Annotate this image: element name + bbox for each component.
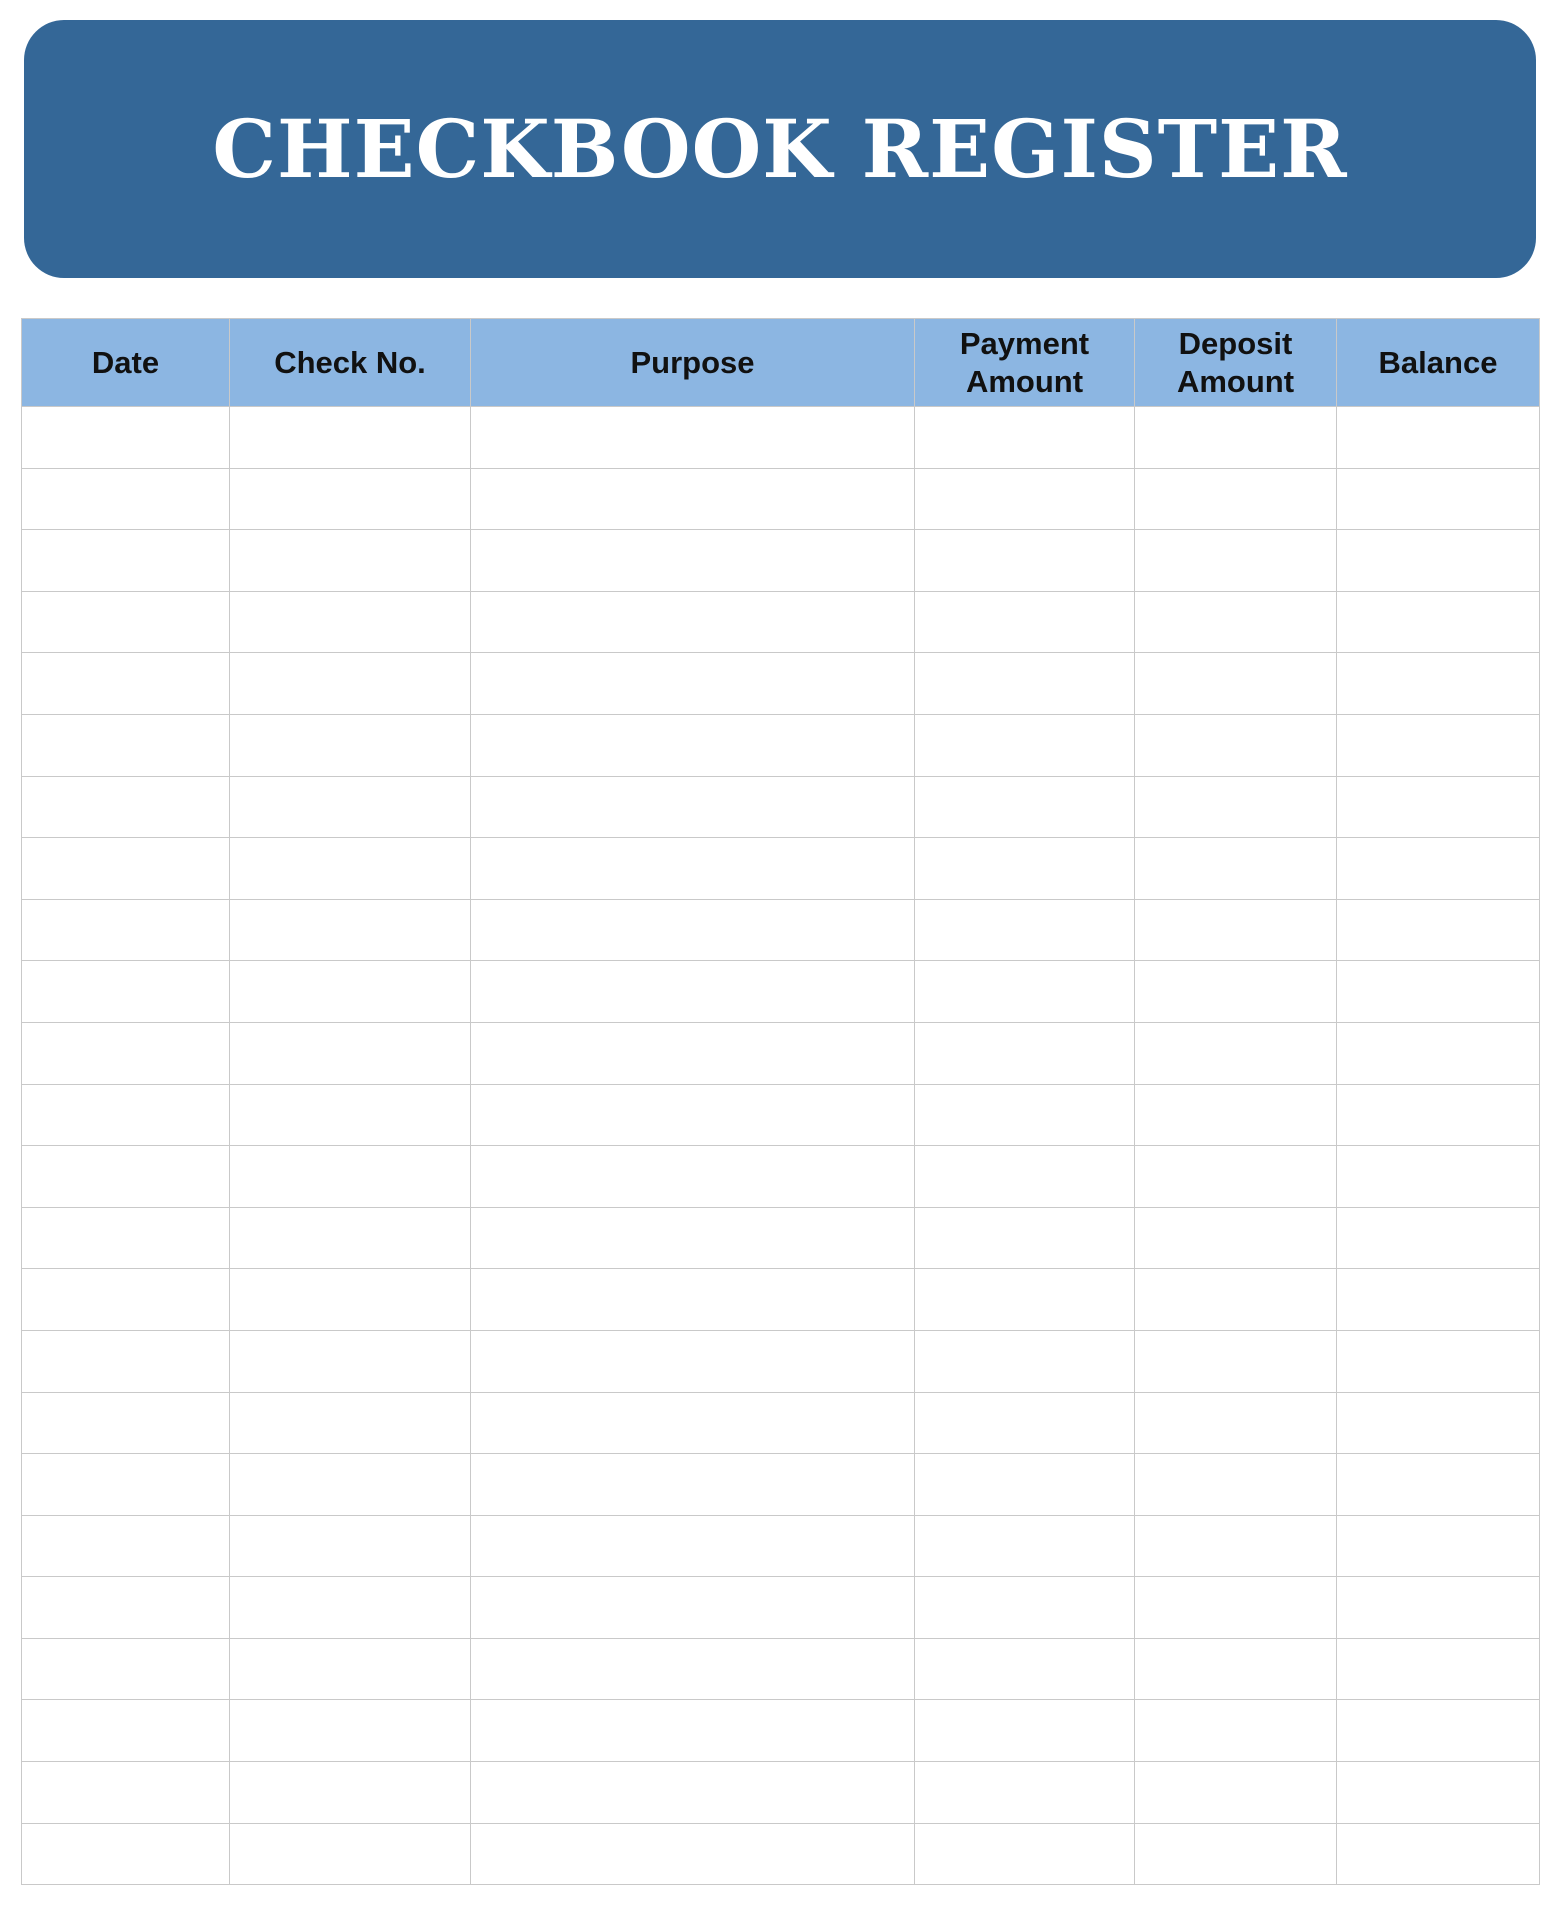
payment-amount-cell[interactable]: [915, 530, 1135, 592]
balance-cell[interactable]: [1337, 1638, 1540, 1700]
payment-amount-cell[interactable]: [915, 1022, 1135, 1084]
check-no-cell[interactable]: [230, 1823, 471, 1885]
date-cell[interactable]: [22, 653, 230, 715]
check-no-cell[interactable]: [230, 1577, 471, 1639]
column-header-payment-amount: [915, 319, 1135, 407]
payment-amount-cell[interactable]: [915, 838, 1135, 900]
deposit-amount-cell[interactable]: [1135, 1577, 1337, 1639]
check-no-cell[interactable]: [230, 1330, 471, 1392]
check-no-cell[interactable]: [230, 1207, 471, 1269]
deposit-amount-cell[interactable]: [1135, 1022, 1337, 1084]
deposit-amount-cell[interactable]: [1135, 1392, 1337, 1454]
table-row: [22, 1392, 1540, 1454]
table-row: [22, 1577, 1540, 1639]
purpose-cell[interactable]: [471, 1392, 915, 1454]
payment-amount-cell[interactable]: [915, 1392, 1135, 1454]
deposit-amount-cell[interactable]: [1135, 838, 1337, 900]
deposit-amount-cell[interactable]: [1135, 714, 1337, 776]
deposit-amount-cell[interactable]: [1135, 1823, 1337, 1885]
check-no-cell[interactable]: [230, 1454, 471, 1516]
purpose-cell[interactable]: [471, 1454, 915, 1516]
table-row: [22, 1823, 1540, 1885]
column-header-label: Check No.: [274, 344, 426, 380]
column-header-label: Deposit: [1178, 326, 1293, 362]
payment-amount-cell[interactable]: [915, 468, 1135, 530]
date-cell[interactable]: [22, 1823, 230, 1885]
payment-amount-cell[interactable]: [915, 961, 1135, 1023]
deposit-amount-cell[interactable]: [1135, 653, 1337, 715]
table-row: [22, 468, 1540, 530]
date-cell[interactable]: [22, 530, 230, 592]
column-header-check-no: [230, 319, 471, 407]
purpose-cell[interactable]: [471, 1823, 915, 1885]
check-no-cell[interactable]: [230, 591, 471, 653]
purpose-cell[interactable]: [471, 653, 915, 715]
date-cell[interactable]: [22, 1638, 230, 1700]
title-banner: [24, 20, 1536, 278]
purpose-cell[interactable]: [471, 1207, 915, 1269]
page-title: CHECKBOOK REGISTER: [212, 102, 1348, 196]
check-no-cell[interactable]: [230, 468, 471, 530]
check-no-cell[interactable]: [230, 407, 471, 469]
payment-amount-cell[interactable]: [915, 1207, 1135, 1269]
check-no-cell[interactable]: [230, 1515, 471, 1577]
deposit-amount-cell[interactable]: [1135, 1269, 1337, 1331]
balance-cell[interactable]: [1337, 1823, 1540, 1885]
table-row: [22, 1454, 1540, 1516]
table-row: [22, 1084, 1540, 1146]
date-cell[interactable]: [22, 1269, 230, 1331]
check-no-cell[interactable]: [230, 653, 471, 715]
check-no-cell[interactable]: [230, 838, 471, 900]
date-cell[interactable]: [22, 468, 230, 530]
purpose-cell[interactable]: [471, 961, 915, 1023]
payment-amount-cell[interactable]: [915, 1146, 1135, 1208]
table-row: [22, 714, 1540, 776]
deposit-amount-cell[interactable]: [1135, 899, 1337, 961]
column-header-label: Date: [91, 344, 160, 380]
payment-amount-cell[interactable]: [915, 1577, 1135, 1639]
balance-cell[interactable]: [1337, 468, 1540, 530]
payment-amount-cell[interactable]: [915, 1084, 1135, 1146]
table-row: [22, 591, 1540, 653]
payment-amount-cell[interactable]: [915, 776, 1135, 838]
deposit-amount-cell[interactable]: [1135, 961, 1337, 1023]
register-table: [21, 318, 1540, 1885]
balance-cell[interactable]: [1337, 1762, 1540, 1824]
table-row: [22, 838, 1540, 900]
payment-amount-cell[interactable]: [915, 1269, 1135, 1331]
column-header-label: Balance: [1378, 344, 1498, 380]
balance-cell[interactable]: [1337, 530, 1540, 592]
check-no-cell[interactable]: [230, 1700, 471, 1762]
column-header-label: Payment: [959, 326, 1090, 362]
date-cell[interactable]: [22, 714, 230, 776]
balance-cell[interactable]: [1337, 1700, 1540, 1762]
date-cell[interactable]: [22, 776, 230, 838]
table-row: [22, 1207, 1540, 1269]
purpose-cell[interactable]: [471, 1022, 915, 1084]
payment-amount-cell[interactable]: [915, 1330, 1135, 1392]
balance-cell[interactable]: [1337, 591, 1540, 653]
balance-cell[interactable]: [1337, 1207, 1540, 1269]
deposit-amount-cell[interactable]: [1135, 1700, 1337, 1762]
check-no-cell[interactable]: [230, 1146, 471, 1208]
date-cell[interactable]: [22, 1762, 230, 1824]
payment-amount-cell[interactable]: [915, 714, 1135, 776]
date-cell[interactable]: [22, 591, 230, 653]
table-row: [22, 1022, 1540, 1084]
date-cell[interactable]: [22, 1084, 230, 1146]
table-row: [22, 1330, 1540, 1392]
payment-amount-cell[interactable]: [915, 1762, 1135, 1824]
header-row: [22, 319, 1540, 407]
date-cell[interactable]: [22, 1330, 230, 1392]
purpose-cell[interactable]: [471, 714, 915, 776]
date-cell[interactable]: [22, 961, 230, 1023]
column-header-label: Amount: [1176, 363, 1295, 399]
check-no-cell[interactable]: [230, 530, 471, 592]
balance-cell[interactable]: [1337, 1330, 1540, 1392]
column-header-date: [22, 319, 230, 407]
deposit-amount-cell[interactable]: [1135, 1515, 1337, 1577]
check-no-cell[interactable]: [230, 1638, 471, 1700]
payment-amount-cell[interactable]: [915, 1454, 1135, 1516]
column-header-label: Amount: [965, 363, 1084, 399]
payment-amount-cell[interactable]: [915, 407, 1135, 469]
purpose-cell[interactable]: [471, 530, 915, 592]
column-header-deposit-amount: [1135, 319, 1337, 407]
deposit-amount-cell[interactable]: [1135, 1762, 1337, 1824]
table-row: [22, 1700, 1540, 1762]
purpose-cell[interactable]: [471, 468, 915, 530]
check-no-cell[interactable]: [230, 1084, 471, 1146]
date-cell[interactable]: [22, 1700, 230, 1762]
payment-amount-cell[interactable]: [915, 653, 1135, 715]
table-row: [22, 407, 1540, 469]
purpose-cell[interactable]: [471, 776, 915, 838]
balance-cell[interactable]: [1337, 1392, 1540, 1454]
purpose-cell[interactable]: [471, 1269, 915, 1331]
check-no-cell[interactable]: [230, 899, 471, 961]
deposit-amount-cell[interactable]: [1135, 1146, 1337, 1208]
payment-amount-cell[interactable]: [915, 1515, 1135, 1577]
column-header-purpose: [471, 319, 915, 407]
date-cell[interactable]: [22, 1515, 230, 1577]
payment-amount-cell[interactable]: [915, 1638, 1135, 1700]
date-cell[interactable]: [22, 1146, 230, 1208]
check-no-cell[interactable]: [230, 714, 471, 776]
deposit-amount-cell[interactable]: [1135, 1084, 1337, 1146]
deposit-amount-cell[interactable]: [1135, 1330, 1337, 1392]
table-row: [22, 1146, 1540, 1208]
check-no-cell[interactable]: [230, 1392, 471, 1454]
date-cell[interactable]: [22, 1207, 230, 1269]
check-no-cell[interactable]: [230, 1269, 471, 1331]
balance-cell[interactable]: [1337, 776, 1540, 838]
purpose-cell[interactable]: [471, 407, 915, 469]
balance-cell[interactable]: [1337, 1577, 1540, 1639]
purpose-cell[interactable]: [471, 1700, 915, 1762]
balance-cell[interactable]: [1337, 1515, 1540, 1577]
purpose-cell[interactable]: [471, 1762, 915, 1824]
deposit-amount-cell[interactable]: [1135, 776, 1337, 838]
payment-amount-cell[interactable]: [915, 591, 1135, 653]
check-no-cell[interactable]: [230, 1022, 471, 1084]
check-no-cell[interactable]: [230, 776, 471, 838]
balance-cell[interactable]: [1337, 1084, 1540, 1146]
purpose-cell[interactable]: [471, 1146, 915, 1208]
deposit-amount-cell[interactable]: [1135, 1454, 1337, 1516]
check-no-cell[interactable]: [230, 1762, 471, 1824]
date-cell[interactable]: [22, 407, 230, 469]
table-row: [22, 1515, 1540, 1577]
date-cell[interactable]: [22, 1577, 230, 1639]
check-no-cell[interactable]: [230, 961, 471, 1023]
date-cell[interactable]: [22, 899, 230, 961]
deposit-amount-cell[interactable]: [1135, 468, 1337, 530]
purpose-cell[interactable]: [471, 1330, 915, 1392]
balance-cell[interactable]: [1337, 1022, 1540, 1084]
balance-cell[interactable]: [1337, 899, 1540, 961]
date-cell[interactable]: [22, 1454, 230, 1516]
balance-cell[interactable]: [1337, 1146, 1540, 1208]
payment-amount-cell[interactable]: [915, 1700, 1135, 1762]
table-row: [22, 1762, 1540, 1824]
deposit-amount-cell[interactable]: [1135, 1207, 1337, 1269]
payment-amount-cell[interactable]: [915, 1823, 1135, 1885]
column-header-balance: [1337, 319, 1540, 407]
payment-amount-cell[interactable]: [915, 899, 1135, 961]
purpose-cell[interactable]: [471, 838, 915, 900]
purpose-cell[interactable]: [471, 1084, 915, 1146]
date-cell[interactable]: [22, 1022, 230, 1084]
table-row: [22, 1269, 1540, 1331]
purpose-cell[interactable]: [471, 1638, 915, 1700]
balance-cell[interactable]: [1337, 961, 1540, 1023]
balance-cell[interactable]: [1337, 714, 1540, 776]
deposit-amount-cell[interactable]: [1135, 591, 1337, 653]
deposit-amount-cell[interactable]: [1135, 530, 1337, 592]
purpose-cell[interactable]: [471, 899, 915, 961]
register-rows: [22, 407, 1540, 1885]
column-header-label: Purpose: [630, 344, 755, 380]
deposit-amount-cell[interactable]: [1135, 407, 1337, 469]
table-row: [22, 530, 1540, 592]
table-row: [22, 653, 1540, 715]
table-row: [22, 961, 1540, 1023]
table-row: [22, 776, 1540, 838]
balance-cell[interactable]: [1337, 407, 1540, 469]
purpose-cell[interactable]: [471, 1577, 915, 1639]
purpose-cell[interactable]: [471, 1515, 915, 1577]
table-row: [22, 899, 1540, 961]
date-cell[interactable]: [22, 838, 230, 900]
balance-cell[interactable]: [1337, 1454, 1540, 1516]
balance-cell[interactable]: [1337, 838, 1540, 900]
deposit-amount-cell[interactable]: [1135, 1638, 1337, 1700]
table-row: [22, 1638, 1540, 1700]
purpose-cell[interactable]: [471, 591, 915, 653]
balance-cell[interactable]: [1337, 653, 1540, 715]
date-cell[interactable]: [22, 1392, 230, 1454]
balance-cell[interactable]: [1337, 1269, 1540, 1331]
